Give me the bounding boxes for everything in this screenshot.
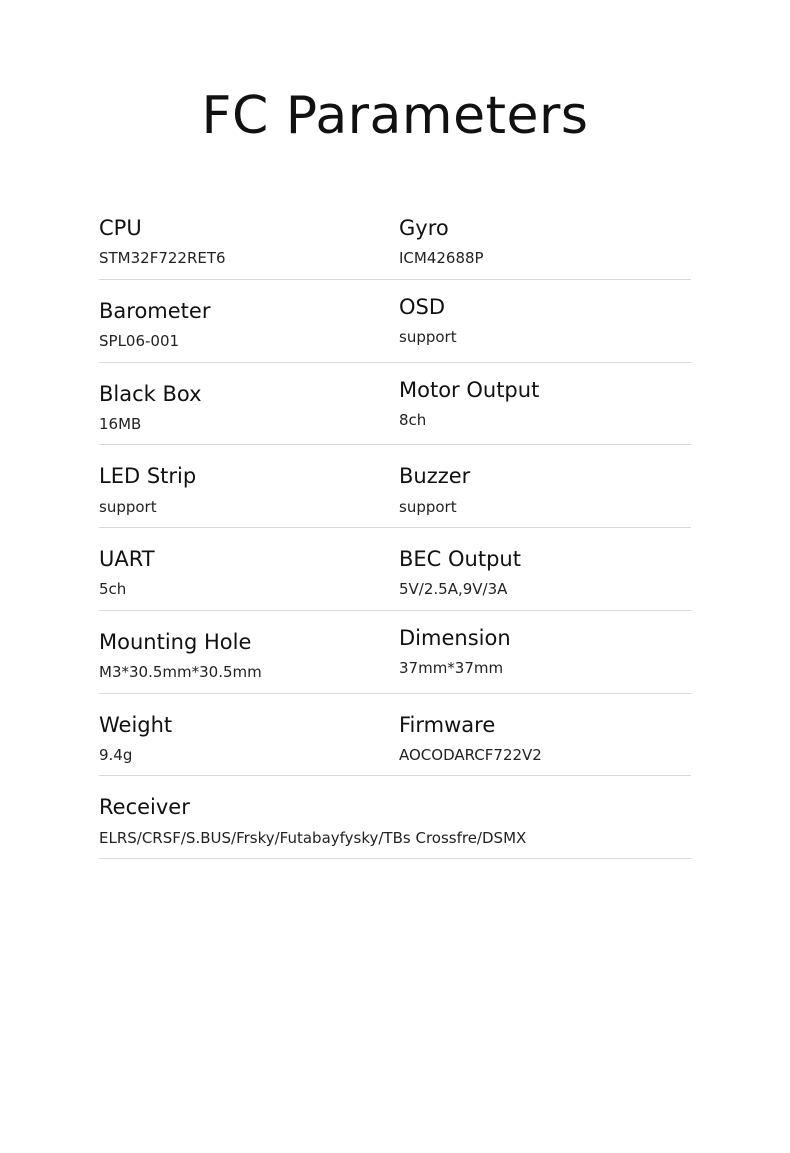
spec-value: SPL06-001 [99,332,180,351]
spec-cell-cpu [99,197,395,269]
spec-label: Firmware [399,712,496,737]
table-row [99,197,691,280]
spec-value: support [399,497,457,516]
spec-value: M3*30.5mm*30.5mm [99,663,262,682]
spec-label: Mounting Hole [99,629,252,654]
table-row [99,776,691,859]
spec-label: Black Box [99,381,202,406]
table-row [99,694,691,777]
spec-cell-motor-output [395,363,691,435]
spec-cell-led-strip [99,445,395,517]
spec-label: Motor Output [399,377,540,402]
spec-cell-barometer [99,280,395,352]
spec-label: BEC Output [399,547,521,572]
spec-cell-gyro [395,197,691,269]
spec-value: 37mm*37mm [399,659,504,678]
spec-value: support [99,497,157,516]
spec-label: CPU [99,216,142,241]
spec-value: 16MB [99,414,142,433]
spec-label: Buzzer [399,464,471,489]
spec-value: ELRS/CRSF/S.BUS/Frsky/Futabayfysky/TBs Crossfre/DSMX [99,828,527,847]
spec-value: support [399,328,457,347]
spec-cell-mounting-hole [99,611,395,683]
spec-cell-black-box [99,363,395,435]
spec-cell-uart [99,528,395,600]
spec-cell-osd [395,280,691,352]
spec-label: Gyro [399,216,449,241]
table-row [99,363,691,446]
spec-value: 5ch [99,580,127,599]
spec-label: Dimension [399,625,511,650]
table-row [99,611,691,694]
spec-value: ICM42688P [399,249,484,268]
spec-table [99,197,691,859]
spec-label: Weight [99,712,173,737]
spec-cell-bec-output [395,528,691,600]
spec-label: Receiver [99,795,190,820]
spec-cell-weight [99,694,395,766]
page-title: FC Parameters [201,86,589,146]
spec-cell-receiver [99,776,691,848]
spec-value: 8ch [399,410,427,429]
spec-label: Barometer [99,298,211,323]
spec-cell-dimension [395,611,691,683]
table-row [99,280,691,363]
spec-cell-buzzer [395,445,691,517]
spec-label: UART [99,547,155,572]
spec-value: 5V/2.5A,9V/3A [399,580,508,599]
table-row [99,445,691,528]
spec-value: AOCODARCF722V2 [399,745,542,764]
spec-value: STM32F722RET6 [99,249,226,268]
spec-value: 9.4g [99,745,133,764]
spec-cell-firmware [395,694,691,766]
spec-label: OSD [399,294,446,319]
spec-label: LED Strip [99,464,197,489]
table-row [99,528,691,611]
